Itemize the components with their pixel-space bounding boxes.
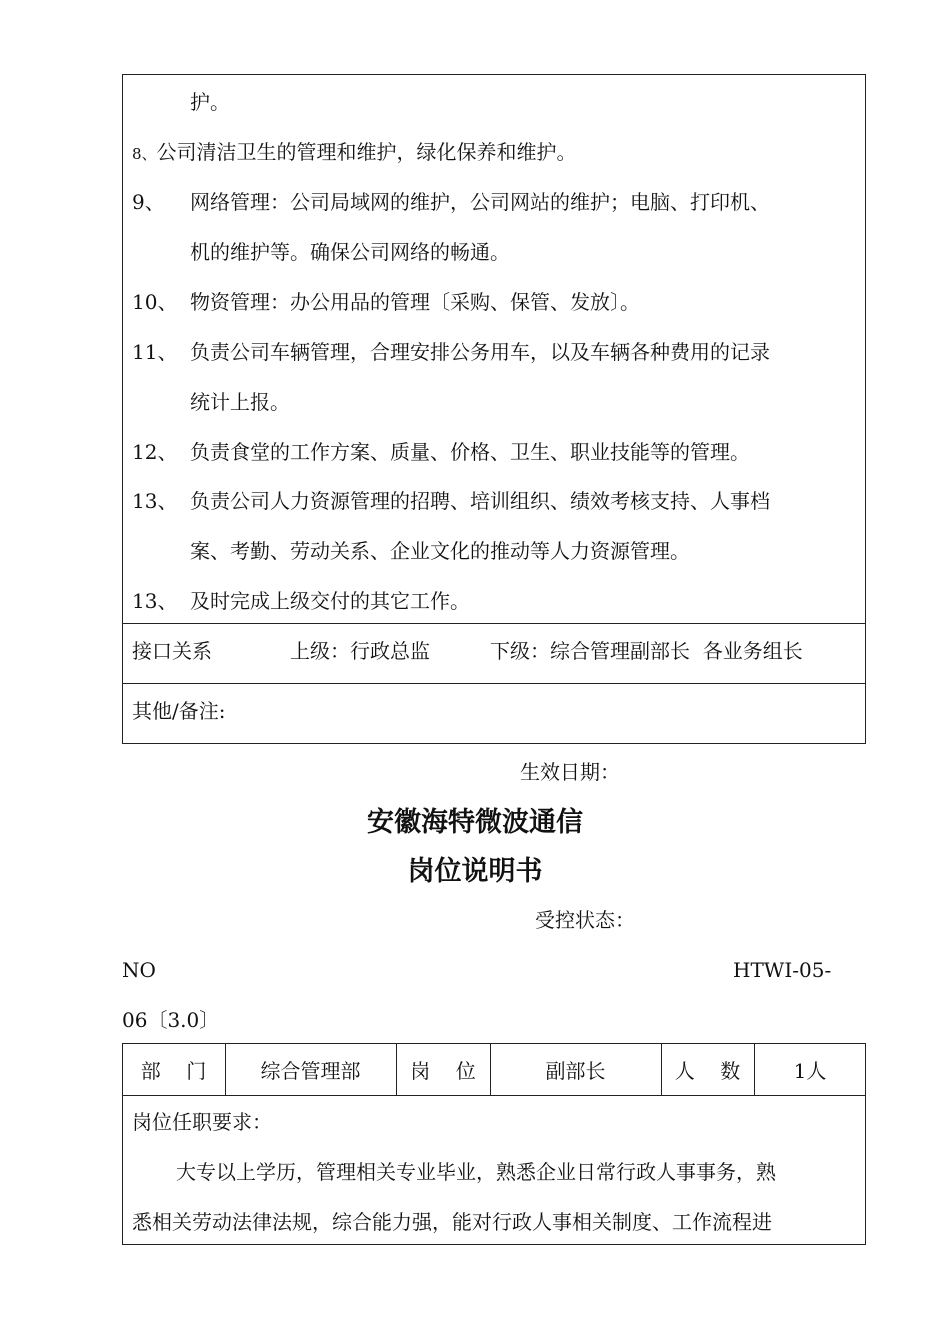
duty-number: 12、 bbox=[132, 440, 178, 464]
table-divider bbox=[122, 623, 866, 624]
position-label: 岗 位 bbox=[410, 1059, 476, 1083]
duty-number: 10、 bbox=[132, 290, 178, 314]
requirements-text: 大专以上学历，管理相关专业毕业，熟悉企业日常行政人事事务，熟 bbox=[176, 1160, 776, 1184]
doc-title: 岗位说明书 bbox=[407, 856, 543, 887]
subordinate: 下级：综合管理副部长 各业务组长 bbox=[490, 639, 803, 663]
table-divider bbox=[122, 683, 866, 684]
superior: 上级：行政总监 bbox=[290, 639, 430, 663]
duty-text: 公司清洁卫生的管理和维护，绿化保养和维护。 bbox=[156, 140, 577, 164]
duty-text: 负责食堂的工作方案、质量、价格、卫生、职业技能等的管理。 bbox=[190, 440, 750, 464]
duty-text: 机的维护等。确保公司网络的畅通。 bbox=[190, 240, 510, 264]
duty-number: 13、 bbox=[132, 489, 178, 513]
doc-number: HTWI-05- bbox=[733, 958, 832, 982]
duty-number: 9、 bbox=[132, 190, 165, 214]
interface-label: 接口关系 bbox=[132, 639, 212, 663]
control-status-label: 受控状态： bbox=[535, 908, 635, 932]
doc-number-continued: 06〔3.0〕 bbox=[122, 1008, 220, 1032]
position-value: 副部长 bbox=[545, 1059, 606, 1083]
headcount-label: 人 数 bbox=[674, 1059, 741, 1083]
duty-text: 负责公司车辆管理，合理安排公务用车，以及车辆各种费用的记录 bbox=[190, 340, 770, 364]
headcount-value: 1人 bbox=[793, 1059, 827, 1083]
duty-text: 网络管理：公司局域网的维护，公司网站的维护；电脑、打印机、 bbox=[190, 190, 770, 214]
duty-number: 8、 bbox=[132, 145, 157, 163]
remarks-label: 其他/备注: bbox=[132, 699, 226, 723]
requirements-text: 悉相关劳动法律法规，综合能力强，能对行政人事相关制度、工作流程进 bbox=[132, 1210, 772, 1234]
duty-continuation: 护。 bbox=[190, 90, 230, 114]
dept-label: 部 门 bbox=[140, 1059, 207, 1083]
effective-date-label: 生效日期： bbox=[520, 760, 620, 784]
doc-number-prefix: NO bbox=[122, 958, 156, 982]
company-title: 安徽海特微波通信 bbox=[367, 807, 583, 838]
duty-number: 11、 bbox=[132, 340, 178, 364]
table-divider bbox=[122, 1095, 866, 1096]
duty-text: 及时完成上级交付的其它工作。 bbox=[190, 589, 470, 613]
duty-text: 负责公司人力资源管理的招聘、培训组织、绩效考核支持、人事档 bbox=[190, 489, 770, 513]
duty-number: 13、 bbox=[132, 589, 178, 613]
duty-text: 统计上报。 bbox=[190, 390, 290, 414]
duty-text: 案、考勤、劳动关系、企业文化的推动等人力资源管理。 bbox=[190, 539, 690, 563]
requirements-label: 岗位任职要求： bbox=[132, 1110, 272, 1134]
dept-value: 综合管理部 bbox=[260, 1059, 361, 1083]
duty-item-8 bbox=[132, 142, 577, 162]
duty-text: 物资管理：办公用品的管理〔采购、保管、发放〕。 bbox=[190, 290, 640, 314]
